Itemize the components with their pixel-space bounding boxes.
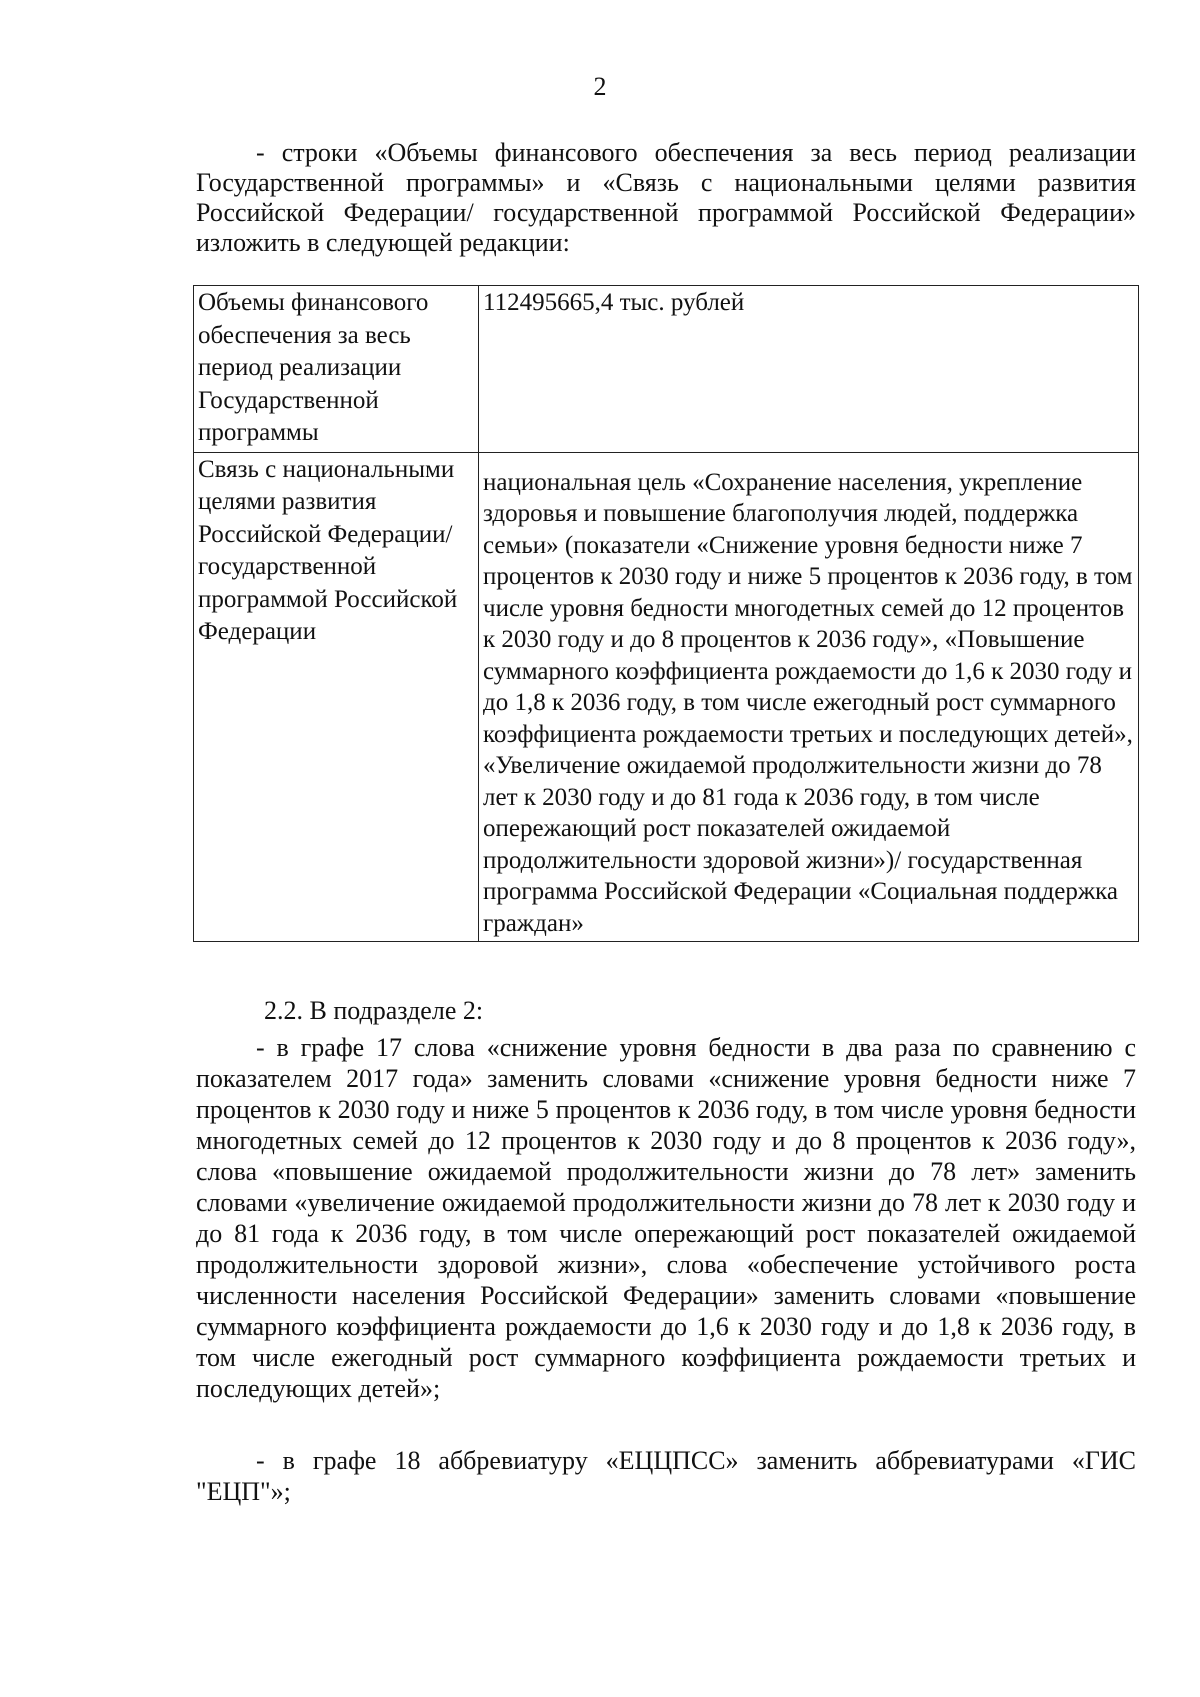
table-cell-label: Связь с национальными целями развития Российской Федерации/ государственной программой Российской Федерации xyxy=(194,452,479,942)
passport-table xyxy=(193,285,1139,942)
table-cell-label: Объемы финансового обеспечения за весь период реализации Государственной программы xyxy=(194,286,479,453)
intro-paragraph: - строки «Объемы финансового обеспечения за весь период реализации Государственной программы» и «Связь с национальными целями развития Российской Федерации/ государственной программой Российской Федерации» изложить в следующей редакции: xyxy=(196,138,1136,257)
table-cell-value: 112495665,4 тыс. рублей xyxy=(479,286,1139,453)
amendment-paragraph-column-17: - в графе 17 слова «снижение уровня бедности в два раза по сравнению с показателем 2017 года» заменить словами «снижение уровня бедности ниже 7 процентов к 2030 году и ниже 5 процентов к 2036 году, в том числе уровня бедности многодетных семей до 12 процентов к 2030 году и до 8 процентов к 2036 году», слова «повышение ожидаемой продолжительности жизни до 78 лет» заменить словами «увеличение ожидаемой продолжительности жизни до 78 лет к 2030 году и до 81 года к 2036 году, в том числе опережающий рост показателей ожидаемой продолжительности здоровой жизни», слова «обеспечение устойчивого роста численности населения Российской Федерации» заменить словами «повышение суммарного коэффициента рождаемости до 1,6 к 2030 году и до 1,8 к 2036 году, в том числе ежегодный рост суммарного коэффициента рождаемости третьих и последующих детей»; xyxy=(196,1033,1136,1403)
page-number: 2 xyxy=(593,72,607,101)
amendment-paragraph-column-18: - в графе 18 аббревиатуру «ЕЦЦПСС» заменить аббревиатурами «ГИС "ЕЦП"»; xyxy=(196,1446,1136,1506)
section-heading: 2.2. В подразделе 2: xyxy=(264,996,484,1025)
table-cell-value: национальная цель «Сохранение населения, укрепление здоровья и повышение благополучия людей, поддержка семьи» (показатели «Снижение уровня бедности ниже 7 процентов к 2030 году и ниже 5 процентов к 2036 году, в том числе уровня бедности многодетных семей до 12 процентов к 2030 году и до 8 процентов к 2036 году», «Повышение суммарного коэффициента рождаемости до 1,6 к 2030 году и до 1,8 к 2036 году, в том числе ежегодный рост суммарного коэффициента рождаемости третьих и последующих детей», «Увеличение ожидаемой продолжительности жизни до 78 лет к 2030 году и до 81 года к 2036 году, в том числе опережающий рост показателей ожидаемой продолжительности здоровой жизни»)/ государственная программа Российской Федерации «Социальная поддержка граждан» xyxy=(479,452,1139,942)
table-row-funding xyxy=(194,286,1139,453)
table-row-national-goals xyxy=(194,452,1139,942)
